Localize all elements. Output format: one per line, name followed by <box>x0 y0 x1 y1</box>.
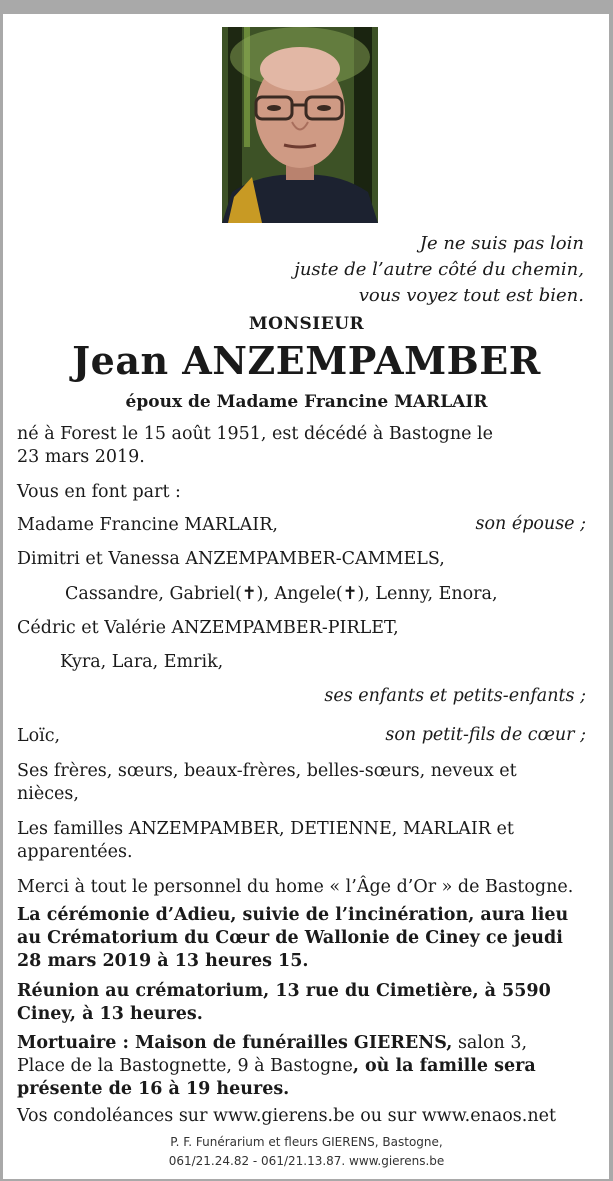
poem <box>294 231 584 309</box>
ceremony-info: La cérémonie d’Adieu, suivie de l’incinération, aura lieu au Crématorium du Cœur de Wallonie de Ciney ce jeudi 28 mars 2019 à 13 heures 15. <box>17 905 569 971</box>
family-spouse-role: son épouse ; <box>475 514 586 534</box>
poem-line-2: juste de l’autre côté du chemin, <box>294 259 584 280</box>
siblings: Ses frères, sœurs, beaux-frères, belles-sœurs, neveux et nièces, <box>17 761 517 804</box>
family-grandson-role: son petit-fils de cœur ; <box>385 725 586 745</box>
condolences: Vos condoléances sur www.gierens.be ou sur www.enaos.net <box>17 1106 557 1126</box>
mortuary-label: Mortuaire : Maison de funérailles GIERENS, <box>17 1033 453 1053</box>
poem-line-1: Je ne suis pas loin <box>419 233 584 254</box>
family-grandchildren-1: Cassandre, Gabriel(✝), Angele(✝), Lenny, Enora, <box>65 584 498 604</box>
mortuary-info <box>17 1032 577 1101</box>
family-child-1: Dimitri et Vanessa ANZEMPAMBER-CAMMELS, <box>17 549 445 569</box>
family-grandchildren-2: Kyra, Lara, Emrik, <box>60 652 224 672</box>
birth-death-line-1: né à Forest le 15 août 1951, est décédé à Bastogne le <box>17 424 494 444</box>
crematorium-meeting: Réunion au crématorium, 13 rue du Cimetière, à 5590 Ciney, à 13 heures. <box>17 981 551 1024</box>
mortuary-presence: , où la famille sera présente de 16 à 19 heures. <box>17 1056 536 1099</box>
families: Les familles ANZEMPAMBER, DETIENNE, MARLAIR et apparentées. <box>17 819 514 862</box>
portrait-illustration <box>222 27 378 223</box>
poem-line-3: vous voyez tout est bien. <box>358 285 584 306</box>
footer-line-1: P. F. Funérarium et fleurs GIERENS, Bastogne, <box>170 1135 443 1149</box>
honorific: MONSIEUR <box>248 314 365 334</box>
thanks: Merci à tout le personnel du home « l’Âge d’Or » de Bastogne. <box>17 877 574 897</box>
family-child-2: Cédric et Valérie ANZEMPAMBER-PIRLET, <box>17 618 399 638</box>
family-grandson-name: Loïc, <box>17 726 61 746</box>
announcement: Vous en font part : <box>17 482 181 502</box>
family-spouse-name: Madame Francine MARLAIR, <box>17 515 278 535</box>
footer-line-2: 061/21.24.82 - 061/21.13.87. www.gierens.be <box>168 1154 445 1168</box>
portrait-photo <box>222 27 378 223</box>
deceased-name: Jean ANZEMPAMBER <box>72 338 541 383</box>
spouse-line: époux de Madame Francine MARLAIR <box>125 392 488 412</box>
children-role: ses enfants et petits-enfants ; <box>324 686 586 706</box>
mortuary-address: salon 3, Place de la Bastognette, 9 à Bastogne <box>17 1033 528 1076</box>
birth-death-line-2: 23 mars 2019. <box>17 447 145 467</box>
